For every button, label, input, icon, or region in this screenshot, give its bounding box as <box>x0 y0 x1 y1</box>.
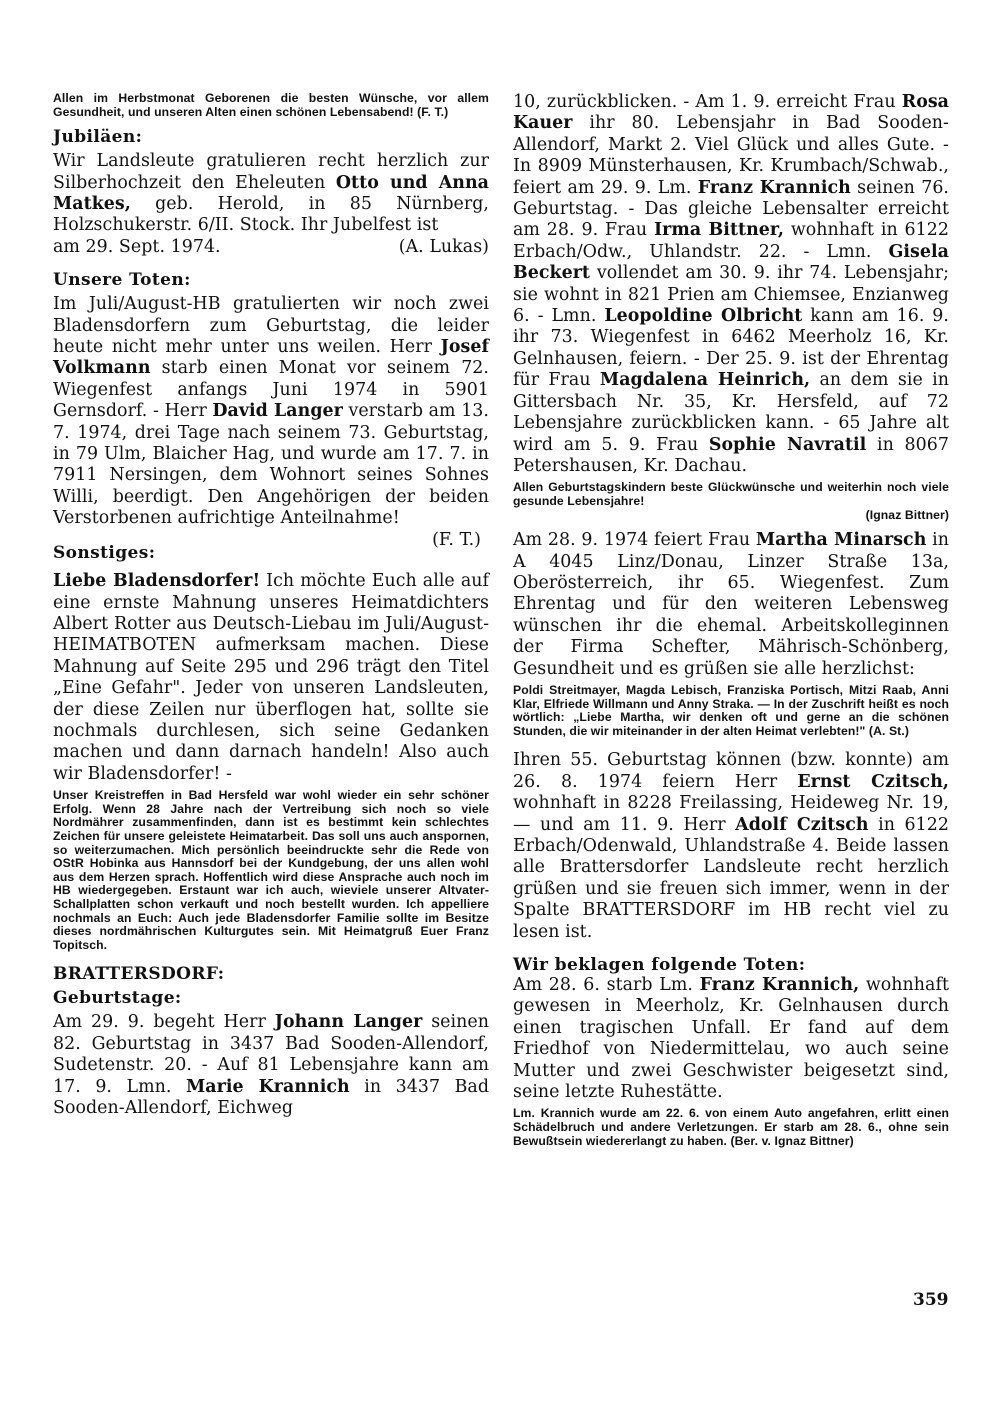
accident-note: Lm. Krannich wurde am 22. 6. von einem Auto angefahren, erlitt einen Schädelbruch und andere Verletzungen. Er starb am 28. 6., ohne sein Bewußtsein wiedererlangt zu haben. (Ber. v. Ignaz Bittner) <box>513 1106 949 1148</box>
wishes-note: Allen Geburtstagskindern beste Glückwünsche und weiterhin noch viele gesunde Lebensjahre! <box>513 480 949 508</box>
person-name: Josef Volkmann <box>53 337 489 379</box>
geburtstage-heading: Geburtstage: <box>53 988 182 1009</box>
person-name: Johann Langer <box>274 1012 423 1033</box>
deaths-heading: Wir beklagen folgende Toten: <box>513 954 806 975</box>
birthdays-text: 10, zurückblicken. - Am 1. 9. erreicht Frau Rosa Kauer ihr 80. Lebensjahr in Bad Sooden-Allendorf, Markt 2. Viel Glück und alles Gute. - In 8909 Münsterhausen, Kr. Krumbach/Schwab., feiert am 29. 9. Lm. Franz Krannich seinen 76. Geburtstag. - Das gleiche Lebensalter erreicht am 28. 9. Frau Irma Bittner, wohnhaft in 6122 Erbach/Odw., Uhlandstr. 22. - Lmn. Gisela Beckert vollendet am 30. 9. ihr 74. Lebensjahr; sie wohnt in 821 Prien am Chiemsee, Enzianweg 6. - Lmn. Leopoldine Olbricht kann am 16. 9. ihr 73. Wiegenfest in 6462 Meerholz 16, Kr. Gelnhausen, feiern. - Der 25. 9. ist der Ehrentag für Frau Magdalena Heinrich, an dem sie in Gittersbach Nr. 35, Kr. Hersfeld, auf 72 Lebensjahre zurückblicken kann. - 65 Jahre alt wird am 5. 9. Frau Sophie Navratil in 8067 Petershausen, Kr. Dachau. <box>513 92 950 476</box>
sonstiges-text: Liebe Bladensdorfer! Ich möchte Euch alle auf eine ernste Mahnung unseres Heimatdichters Albert Rotter aus Deutsch-Liebau im Juli/August-HEIMATBOTEN aufmerksam machen. Diese Mahnung auf Seite 295 und 296 trägt den Titel „Eine Gefahr". Jeder von unseren Landsleuten, der diese Zeilen nur überflogen hat, sollte sie nochmals durchlesen, sich seine Gedanken machen und dann darnach handeln! Also auch wir Bladensdorfer! - <box>53 571 489 784</box>
toten-text: Im Juli/August-HB gratulierten wir noch zwei Bladensdorfern zum Geburtstag, die leider heute nicht mehr unter uns weilen. Herr Josef Volkmann starb einen Monat vor seinem 72. Wiegenfest anfangs Juni 1974 in 5901 Gernsdorf. - Herr David Langer verstarb am 13. 7. 1974, drei Tage nach seinem 73. Geburtstag, in 79 Ulm, Blaicher Hag, und wurde am 17. 7. in 7911 Nersingen, dem Wohnort seines Sohnes Willi, beerdigt. Den Angehörigen der beiden Verstorbenen aufrichtige Anteilnahme! <box>53 294 490 529</box>
brattersdorf-text: Am 29. 9. begeht Herr Johann Langer seinen 82. Geburtstag in 3437 Bad Sooden-Allendorf, Sudetenstr. 20. - Auf 81 Lebensjahre kann am 17. 9. Lmn. Marie Krannich in 3437 Bad Sooden-Allendorf, Eichweg <box>53 1012 490 1118</box>
signature: (Ignaz Bittner) <box>865 507 949 522</box>
martha-text: Am 28. 9. 1974 feiert Frau Martha Minarsch in A 4045 Linz/Donau, Linzer Straße 13a, Oberösterreich, ihr 65. Wiegenfest. Zum Ehrentag und für den weiteren Lebensweg wünschen ihr die ehemal. Arbeitskolleginnen der Firma Schefter, Mährisch-Schönberg, Gesundheit und es grüßen sie alle herzlichst: <box>513 530 949 679</box>
jubilaeen-text: Wir Landsleute gratulieren recht herzlich zur Silberhochzeit den Eheleuten Otto und Anna Matkes, geb. Herold, in 85 Nürnberg, Holzschukerstr. 6/II. Stock. Ihr Jubelfest ist <box>53 151 489 236</box>
person-name: Otto und Anna Matkes, <box>53 172 489 214</box>
toten-heading: Unsere Toten: <box>53 270 191 291</box>
deaths-text: Am 28. 6. starb Lm. Franz Krannich, wohnhaft gewesen in Meerholz, Kr. Gelnhausen durch einen tragischen Unfall. Er fand auf dem Friedhof von Niedermittelau, wo auch seine Mutter und zwei Geschwister beigesetzt sind, seine letzte Ruhestätte. <box>513 974 949 1102</box>
brattersdorf-heading: BRATTERSDORF: <box>53 964 225 985</box>
signature: (A. Lukas) <box>398 236 489 257</box>
signature: (F. T.) <box>432 529 481 550</box>
jubilaeen-heading: Jubiläen: <box>53 127 143 148</box>
intro-note: Allen im Herbstmonat Geborenen die besten Wünsche, vor allem Gesundheit, und unseren Alten einen schönen Lebensabend! (F. T.) <box>53 91 489 119</box>
page-number: 359 <box>913 1290 949 1310</box>
czitsch-text: Ihren 55. Geburtstag können (bzw. konnte) am 26. 8. 1974 feiern Herr Ernst Czitsch, wohnhaft in 8228 Freilassing, Heideweg Nr. 19, — und am 11. 9. Herr Adolf Czitsch in 6122 Erbach/Odenwald, Uhlandstraße 4. Beide lassen alle Brattersdorfer Landsleute recht herzlich grüßen und sie freuen sich immer, wenn in der Spalte BRATTERSDORF im HB recht viel zu lesen ist. <box>513 750 949 942</box>
right-column <box>513 92 949 1148</box>
person-name: Marie Krannich <box>186 1076 350 1097</box>
jubilaeen-date-row: am 29. Sept. 1974. (A. Lukas) <box>53 236 489 257</box>
sonstiges-heading: Sonstiges: <box>53 543 156 564</box>
person-name: David Langer <box>212 401 343 422</box>
colleagues-note: Poldi Streitmayer, Magda Lebisch, Franziska Portisch, Mitzi Raab, Anni Klar, Elfriede Willmann und Anny Straka. — In der Zuschrift heißt es noch wörtlich: „Liebe Martha, wir denken oft und gerne an die schönen Stunden, die wir miteinander in der alten Heimat verlebten!" (A. St.) <box>513 682 949 738</box>
kreistreffen-note: Unser Kreistreffen in Bad Hersfeld war wohl wieder ein sehr schöner Erfolg. Wenn 28 Jahre nach der Vertreibung sich noch so viele Nordmährer zusammenfinden, dann ist es bestimmt kein schlechtes Zeichen für unsere geleistete Heimatarbeit. Das soll uns auch anspornen, so weiterzumachen. Mich persönlich beeindruckte sehr die Rede von OStR Hobinka aus Hannsdorf bei der Kundgebung, der uns allen wohl aus dem Herzen sprach. Hoffentlich wird diese Ansprache auch noch im HB wiedergegeben. Erstaunt war ich auch, wieviele unserer Altvater-Schallplatten schon verkauft und noch bestellt wurden. Ich appelliere nochmals an Euch: Auch jede Bladensdorfer Familie sollte im Besitze dieses nordmährischen Kulturgutes sein. Mit Heimatgruß Euer Franz Topitsch. <box>53 788 489 952</box>
left-column <box>53 92 489 1119</box>
